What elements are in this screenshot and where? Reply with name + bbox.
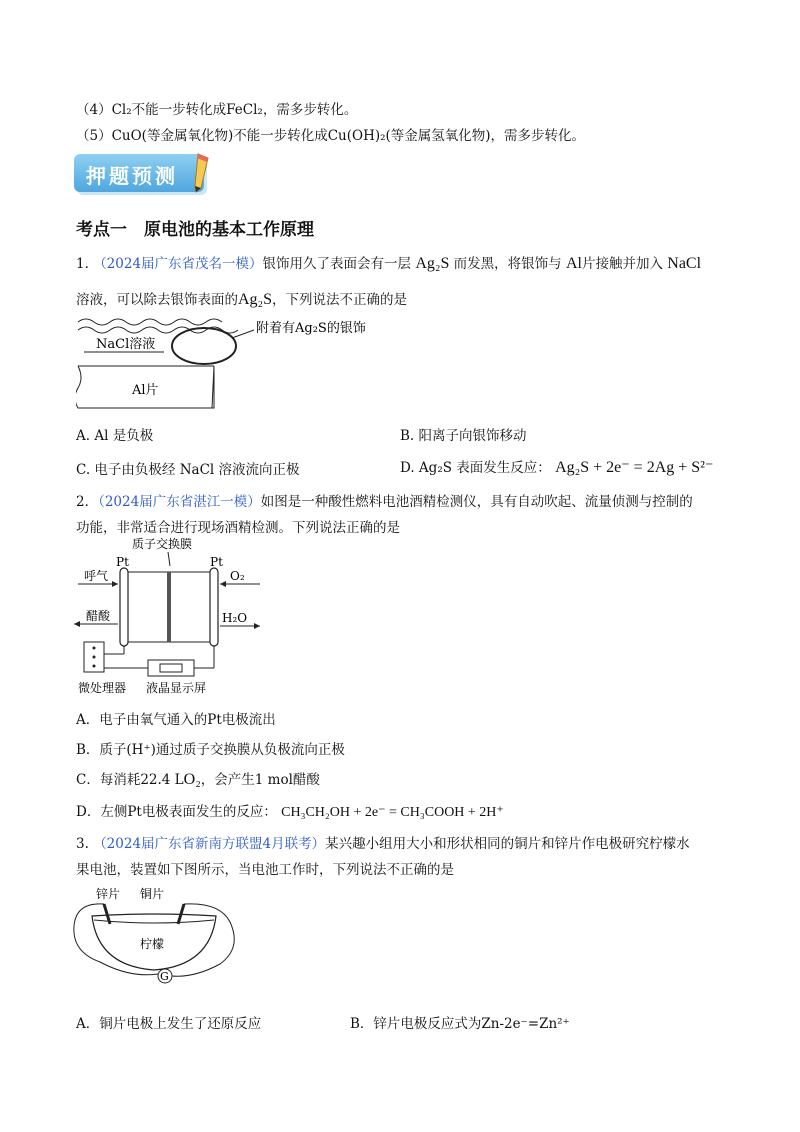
q3-label-copper: 铜片 <box>140 887 165 901</box>
q2-figure <box>70 532 270 697</box>
q2-source: （2024届广东省湛江一模） <box>98 494 261 510</box>
q1-stem-c: 片接触并加入 <box>581 256 663 272</box>
intro-line-5: （5）CuO(等金属氧化物)不能一步转化成Cu(OH)₂(等金属氢氧化物)，需多步转化。 <box>76 128 586 144</box>
q1-stem-d: 溶液，可以除去银饰表面的 <box>76 292 238 308</box>
banner-text: 押题预测 <box>86 164 178 188</box>
q2-option-b: B．质子(H⁺)通过质子交换膜从负极流向正极 <box>76 742 345 758</box>
q3-label-zinc: 锌片 <box>96 887 121 901</box>
q3-source: （2024届广东省新南方联盟4月联考） <box>93 836 326 852</box>
q1-number: 1. <box>76 256 89 272</box>
q2-label-membrane: 质子交换膜 <box>132 537 193 551</box>
section-title: 考点一 原电池的基本工作原理 <box>76 220 314 240</box>
q1-ag2s: Ag₂S <box>415 255 450 272</box>
q2-label-display: 液晶显示屏 <box>146 681 207 695</box>
q1-option-b: B. 阳离子向银饰移动 <box>400 428 527 444</box>
q3-option-b: B．锌片电极反应式为Zn-2e⁻=Zn²⁺ <box>350 1016 570 1032</box>
q2-label-processor: 微处理器 <box>78 681 127 695</box>
prediction-banner <box>74 150 214 196</box>
q2-option-c-o2: O₂ <box>183 771 201 788</box>
q1-stem-line1 <box>76 252 701 273</box>
q3-stem-line1 <box>76 832 690 852</box>
q1-al: Al <box>565 255 582 272</box>
q2-option-a: A．电子由氧气通入的Pt电极流出 <box>76 712 276 728</box>
q3-option-a: A．铜片电极上发生了还原反应 <box>76 1016 262 1032</box>
q3-number: 3. <box>76 836 89 852</box>
q1-source: （2024届广东省茂名一模） <box>93 256 263 272</box>
q2-label-water: H₂O <box>222 611 248 625</box>
q1-stem-a: 银饰用久了表面会有一层 <box>262 256 412 272</box>
q3-label-lemon: 柠檬 <box>140 937 165 951</box>
q2-stem-a: 如图是一种酸性燃料电池酒精检测仪，具有自动吹起、流量侦测与控制的 <box>260 494 693 510</box>
q2-stem-line2: 功能，非常适合进行现场酒精检测。下列说法正确的是 <box>76 520 400 536</box>
q2-label-acetic: 醋酸 <box>86 609 111 623</box>
q2-option-c-a: C．每消耗22.4 L <box>76 772 184 788</box>
q1-label-solution: NaCl溶液 <box>96 337 156 352</box>
q3-stem-line2: 果电池，装置如下图所示，当电池工作时，下列说法不正确的是 <box>76 862 454 878</box>
intro-line-4: （4）Cl₂不能一步转化成FeCl₂，需多步转化。 <box>76 102 358 118</box>
q1-figure <box>76 312 376 412</box>
q1-label-silver: 附着有Ag₂S的银饰 <box>256 321 366 336</box>
q2-option-d-prefix: D．左侧Pt电极表面发生的反应： <box>76 804 277 820</box>
q1-stem-e: ，下列说法不正确的是 <box>272 292 408 308</box>
q1-option-d-eq: Ag₂S + 2e⁻ = 2Ag + S²⁻ <box>555 459 714 476</box>
q1-stem-b: 而发黑，将银饰与 <box>453 256 562 272</box>
q3-stem-a: 某兴趣小组用大小和形状相同的铜片和锌片作电极研究柠檬水 <box>325 836 690 852</box>
q2-label-o2: O₂ <box>230 569 245 583</box>
q2-label-pt-left: Pt <box>116 555 129 569</box>
q2-option-d-eq: CH₃CH₂OH + 2e⁻ = CH₃COOH + 2H⁺ <box>281 805 504 820</box>
pencil-icon <box>192 150 214 196</box>
q2-number: 2． <box>76 494 99 510</box>
q2-option-c <box>76 768 320 789</box>
q3-figure <box>70 882 250 994</box>
q3-label-meter: G <box>160 970 169 983</box>
q1-option-a: A. Al 是负极 <box>76 428 154 444</box>
q1-option-c: C. 电子由负极经 NaCl 溶液流向正极 <box>76 462 300 478</box>
q1-label-al: Al片 <box>132 383 159 398</box>
q2-label-breath: 呼气 <box>84 569 109 583</box>
q1-ag2s-2: Ag₂S <box>238 291 273 308</box>
q2-option-d <box>76 800 504 821</box>
q1-option-d <box>400 456 713 477</box>
q1-stem-line2 <box>76 288 407 309</box>
q1-nacl: NaCl <box>667 255 702 272</box>
q1-option-d-prefix: D. Ag₂S 表面发生反应： <box>400 460 551 476</box>
q2-stem-line1 <box>76 490 693 510</box>
q2-label-pt-right: Pt <box>210 555 223 569</box>
q2-option-c-b: ，会产生1 mol醋酸 <box>200 772 320 788</box>
